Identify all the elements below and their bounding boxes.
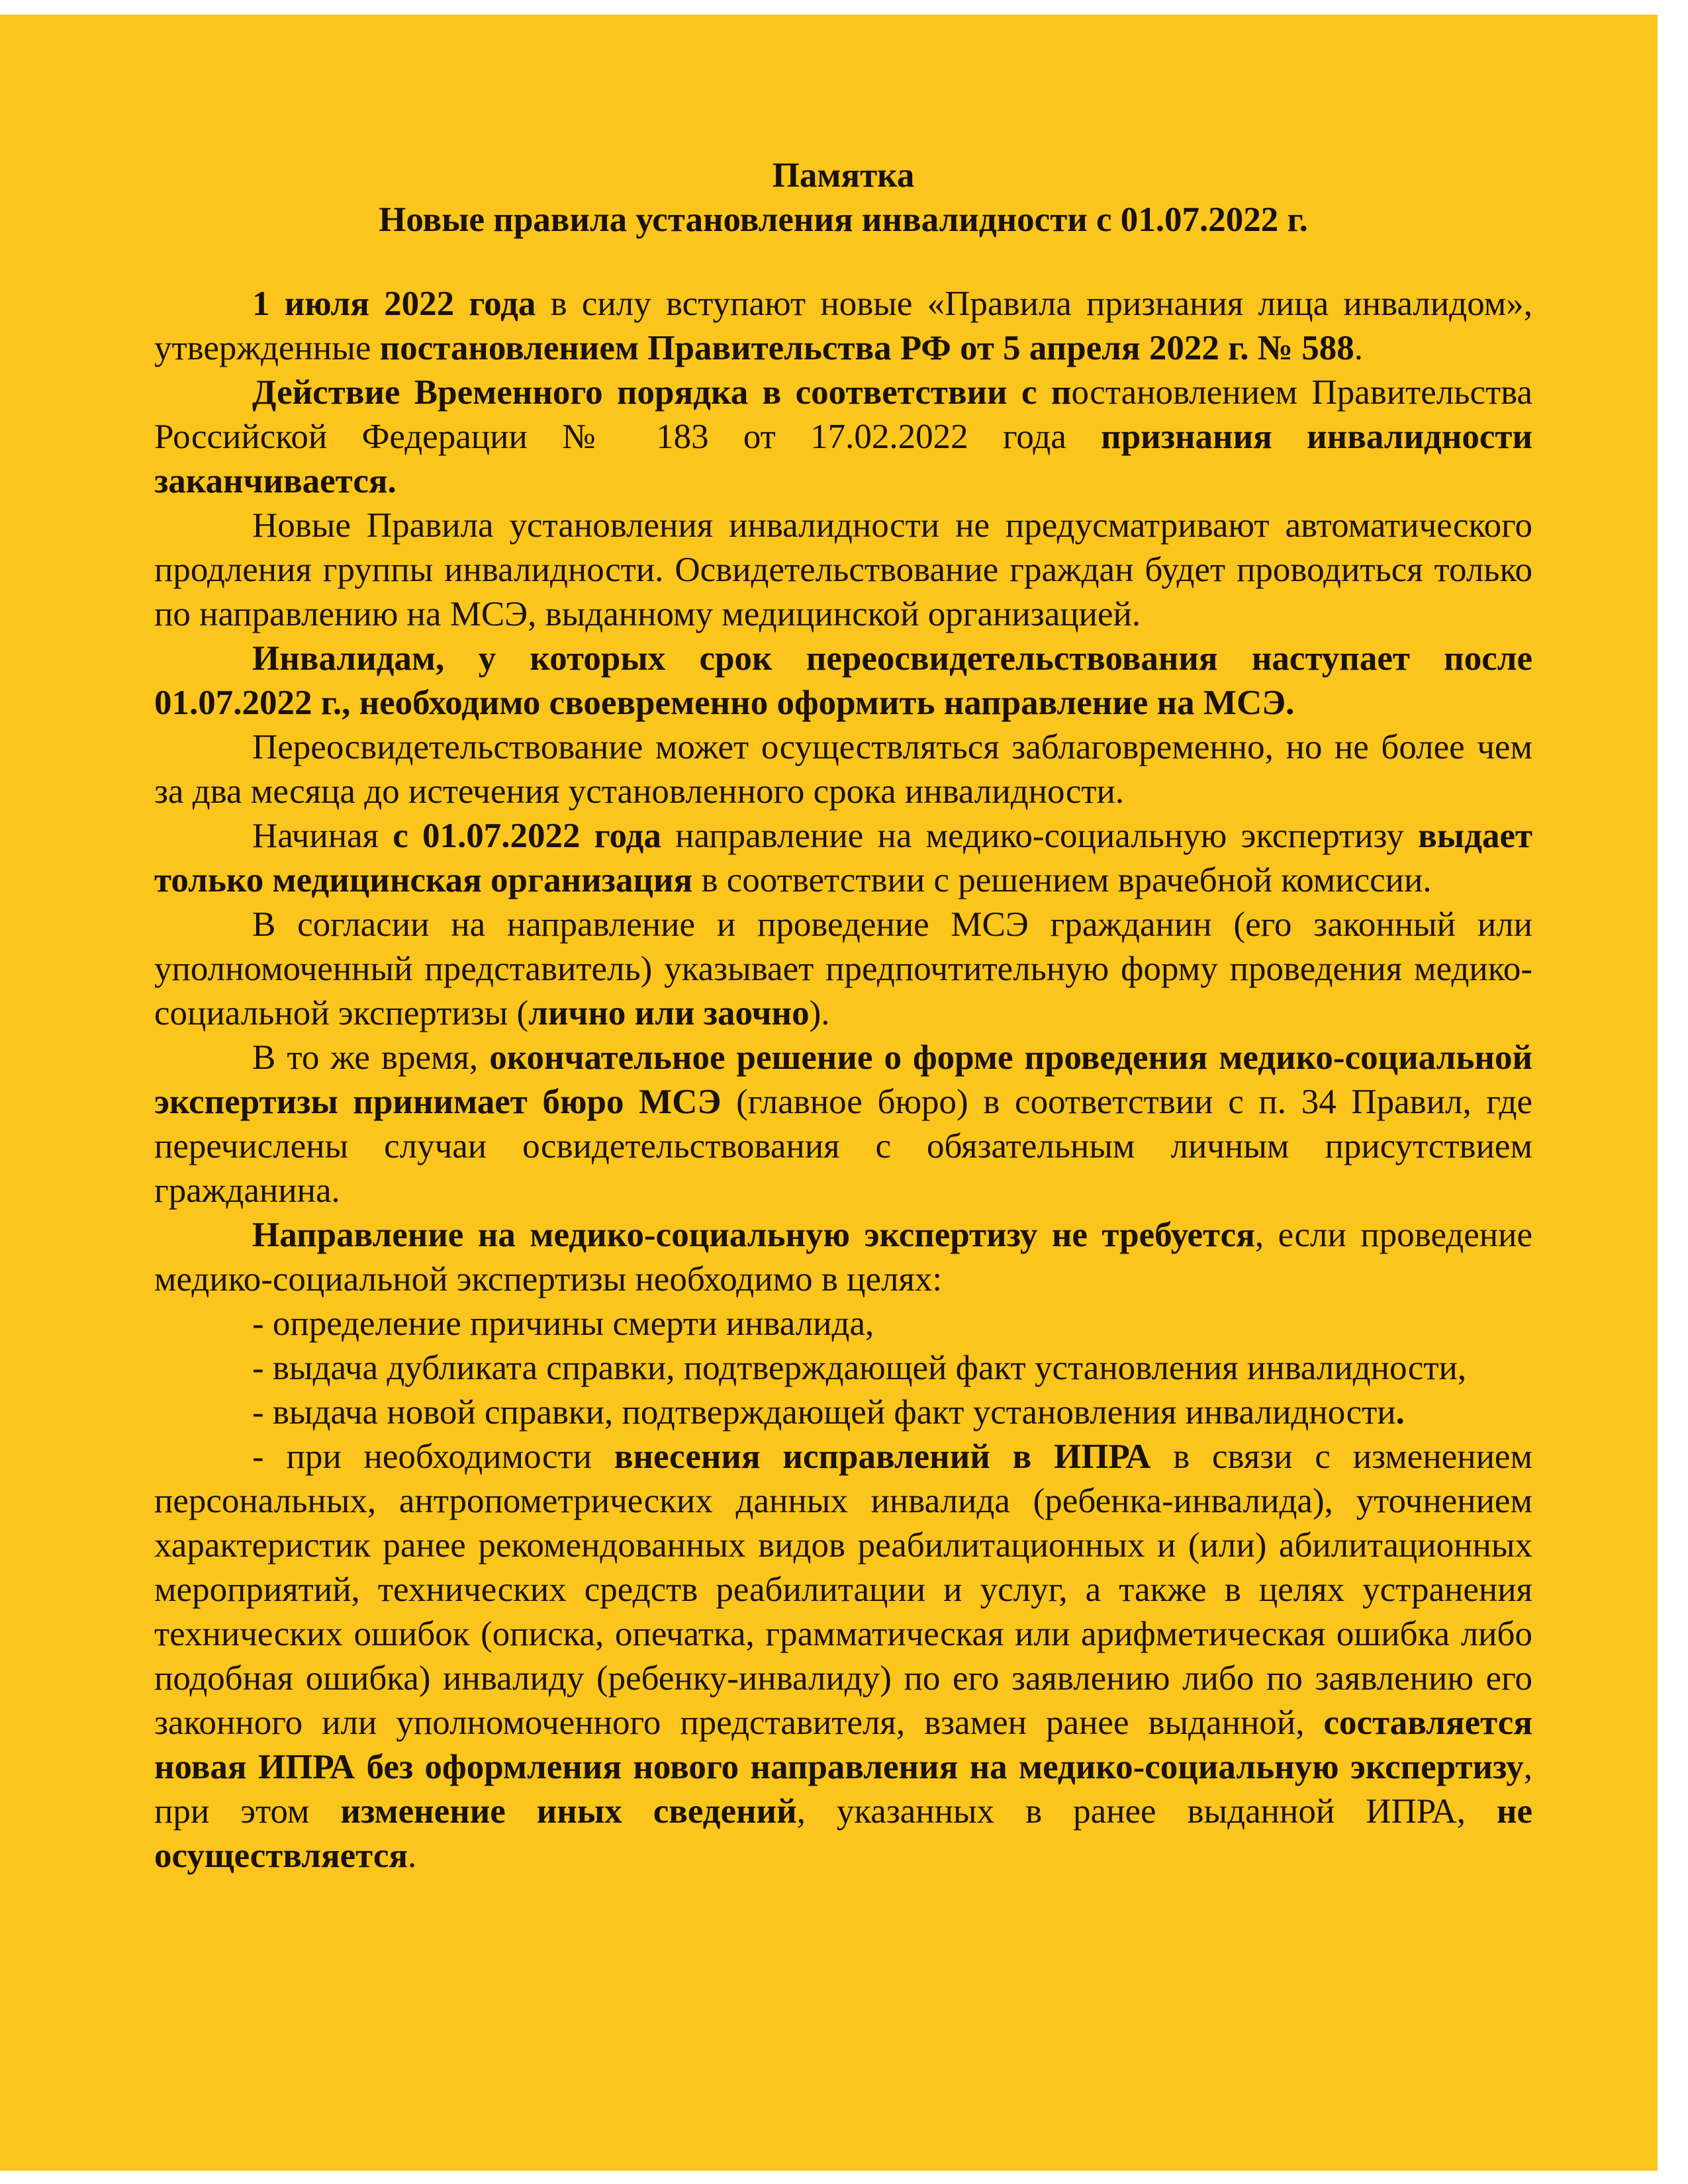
paragraph-effective-date: 1 июля 2022 года в силу вступают новые «Правила признания лица инвалидом», утвержденные постановлением Правительства РФ от 5 апреля 2022 г. № 588. (154, 285, 1532, 367)
document-subtitle: Новые правила установления инвалидности с 01.07.2022 г. (379, 201, 1308, 239)
list-item: - выдача новой справки, подтверждающей факт установления инвалидности. (252, 1393, 1405, 1432)
paragraph-final-decision: В то же время, окончательное решение о форме проведения медико-социальной экспертизы принимает бюро МСЭ (главное бюро) в соответствии с п. 34 Правил, где перечислены случаи освидетельствования с обязательным личным присутствием гражданина. (154, 1038, 1533, 1210)
paragraph-temporary-order: Действие Временного порядка в соответствии с постановлением Правительства Российской Федерации № 183 от 17.02.2022 года признания инвалидности заканчивается. (154, 373, 1532, 500)
document-body (154, 154, 1532, 1878)
list-item: - при необходимости внесения исправлений в ИПРА в связи с изменением персональных, антропометрических данных инвалида (ребенка-инвалида), уточнением характеристик ранее рекомендованных видов реабилитационных и (или) абилитационных мероприятий, технических средств реабилитации и услуг, а также в целях устранения технических ошибок (описка, опечатка, грамматическая или арифметическая ошибка либо подобная ошибка) инвалиду (ребенку-инвалиду) по его заявлению либо по заявлению его законного или уполномоченного представителя, взамен ранее выданной, составляется новая ИПРА без оформления нового направления на медико-социальную экспертизу, при этом изменение иных сведений, указанных в ранее выданной ИПРА, не осуществляется. (154, 1437, 1532, 1875)
paragraph-referral-not-required: Направление на медико-социальную экспертизу не требуется, если проведение медико-социальной экспертизы необходимо в целях: (154, 1216, 1533, 1298)
document-title: Памятка (772, 156, 915, 195)
paper-sheet (0, 15, 1658, 2171)
paragraph-referral-issuer: Начиная с 01.07.2022 года направление на медико-социальную экспертизу выдает только медицинская организация в соответствии с решением врачебной комиссии. (154, 817, 1532, 899)
list-item: - выдача дубликата справки, подтверждающей факт установления инвалидности, (252, 1349, 1467, 1387)
paragraph-reexamination-notice: Инвалидам, у которых срок переосвидетельствования наступает после 01.07.2022 г., необходимо своевременно оформить направление на МСЭ. (154, 639, 1532, 722)
list-item: - определение причины смерти инвалида, (252, 1304, 874, 1343)
paragraph-consent-form: В согласии на направление и проведение МСЭ гражданин (его законный или уполномоченный представитель) указывает предпочтительную форму проведения медико-социальной экспертизы (лично или заочно). (154, 905, 1532, 1032)
paragraph-no-auto-extension: Новые Правила установления инвалидности не предусматривают автоматического продления группы инвалидности. Освидетельствование граждан будет проводиться только по направлению на МСЭ, выданному медицинской организацией. (154, 506, 1532, 633)
paragraph-advance-reexamination: Переосвидетельствование может осуществляться заблаговременно, но не более чем за два месяца до истечения установленного срока инвалидности. (154, 728, 1532, 811)
